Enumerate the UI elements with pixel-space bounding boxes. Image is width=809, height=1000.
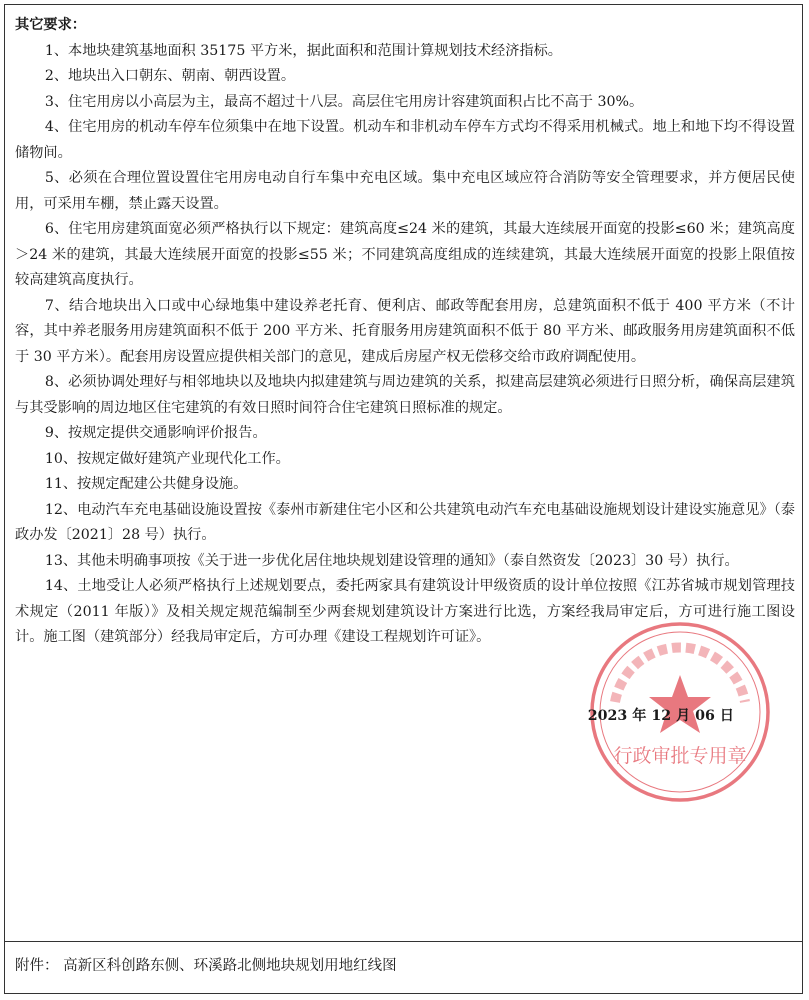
issue-date: 2023 年 12 月 06 日 — [587, 708, 734, 724]
requirement-item-5: 5、必须在合理位置设置住宅用房电动自行车集中充电区域。集中充电区域应符合消防等安全管理要求，并方便居民使用，可采用车棚，禁止露天设置。 — [15, 170, 795, 212]
section-heading: 其它要求： — [15, 17, 86, 33]
requirement-item-4: 4、住宅用房的机动车停车位须集中在地下设置。机动车和非机动车停车方式均不得采用机械式。地上和地下均不得设置储物间。 — [15, 119, 795, 161]
requirement-item-7: 7、结合地块出入口或中心绿地集中建设养老托育、便利店、邮政等配套用房，总建筑面积不低于 400 平方米（不计容，其中养老服务用房建筑面积不低于 200 平方米、托育服务用房建筑面积不低于 80 平方米、邮政服务用房建筑面积不低于 30 平方米）。配套用房设置应提供相关部门的意见，建成后房屋产权无偿移交给市政府调配使用。 — [15, 297, 795, 365]
requirement-item-10: 10、按规定做好建筑产业现代化工作。 — [44, 450, 290, 467]
requirement-item-6: 6、住宅用房建筑面宽必须严格执行以下规定：建筑高度≤24 米的建筑，其最大连续展开面宽的投影≤60 米；建筑高度＞24 米的建筑，其最大连续展开面宽的投影≤55 米；不同建筑高度组成的连续建筑，其最大连续展开面宽的投影上限值按较高建筑高度执行。 — [15, 221, 795, 288]
requirement-item-13: 13、其他未明确事项按《关于进一步优化居住地块规划建设管理的通知》（泰自然资发〔2023〕30 号）执行。 — [44, 552, 739, 569]
requirement-item-9: 9、按规定提供交通影响评价报告。 — [44, 425, 267, 441]
requirement-item-12: 12、电动汽车充电基础设施设置按《泰州市新建住宅小区和公共建筑电动汽车充电基础设施规划设计建设实施意见》（泰政办发〔2021〕28 号）执行。 — [15, 501, 795, 543]
seal-caption: 行政审批专用章 — [613, 745, 747, 767]
requirement-item-11: 11、按规定配建公共健身设施。 — [44, 476, 248, 492]
document-sheet — [4, 4, 803, 994]
requirement-item-8: 8、必须协调处理好与相邻地块以及地块内拟建建筑与周边建筑的关系，拟建高层建筑必须进行日照分析，确保高层建筑与其受影响的周边地区住宅建筑的有效日照时间符合住宅建筑日照标准的规定。 — [15, 374, 795, 416]
requirements-body — [15, 13, 795, 651]
attachment-note: 附件： 高新区科创路东侧、环溪路北侧地块规划用地红线图 — [15, 958, 397, 974]
requirement-item-14: 14、土地受让人必须严格执行上述规划要点，委托两家具有建筑设计甲级资质的设计单位按照《江苏省城市规划管理技术规定（2011 年版）》及相关规定规范编制至少两套规划建筑设计方案进行比选，方案经我局审定后，方可进行施工图设计。施工图（建筑部分）经我局审定后，方可办理《建设工程规划许可证》。 — [15, 578, 795, 645]
requirement-item-2: 2、地块出入口朝东、朝南、朝西设置。 — [44, 68, 296, 84]
requirement-item-3: 3、住宅用房以小高层为主，最高不超过十八层。高层住宅用房计容建筑面积占比不高于 30%。 — [44, 93, 644, 110]
requirement-item-1: 1、本地块建筑基地面积 35175 平方米，据此面积和范围计算规划技术经济指标。 — [44, 42, 562, 59]
attachment-footer — [5, 941, 802, 994]
